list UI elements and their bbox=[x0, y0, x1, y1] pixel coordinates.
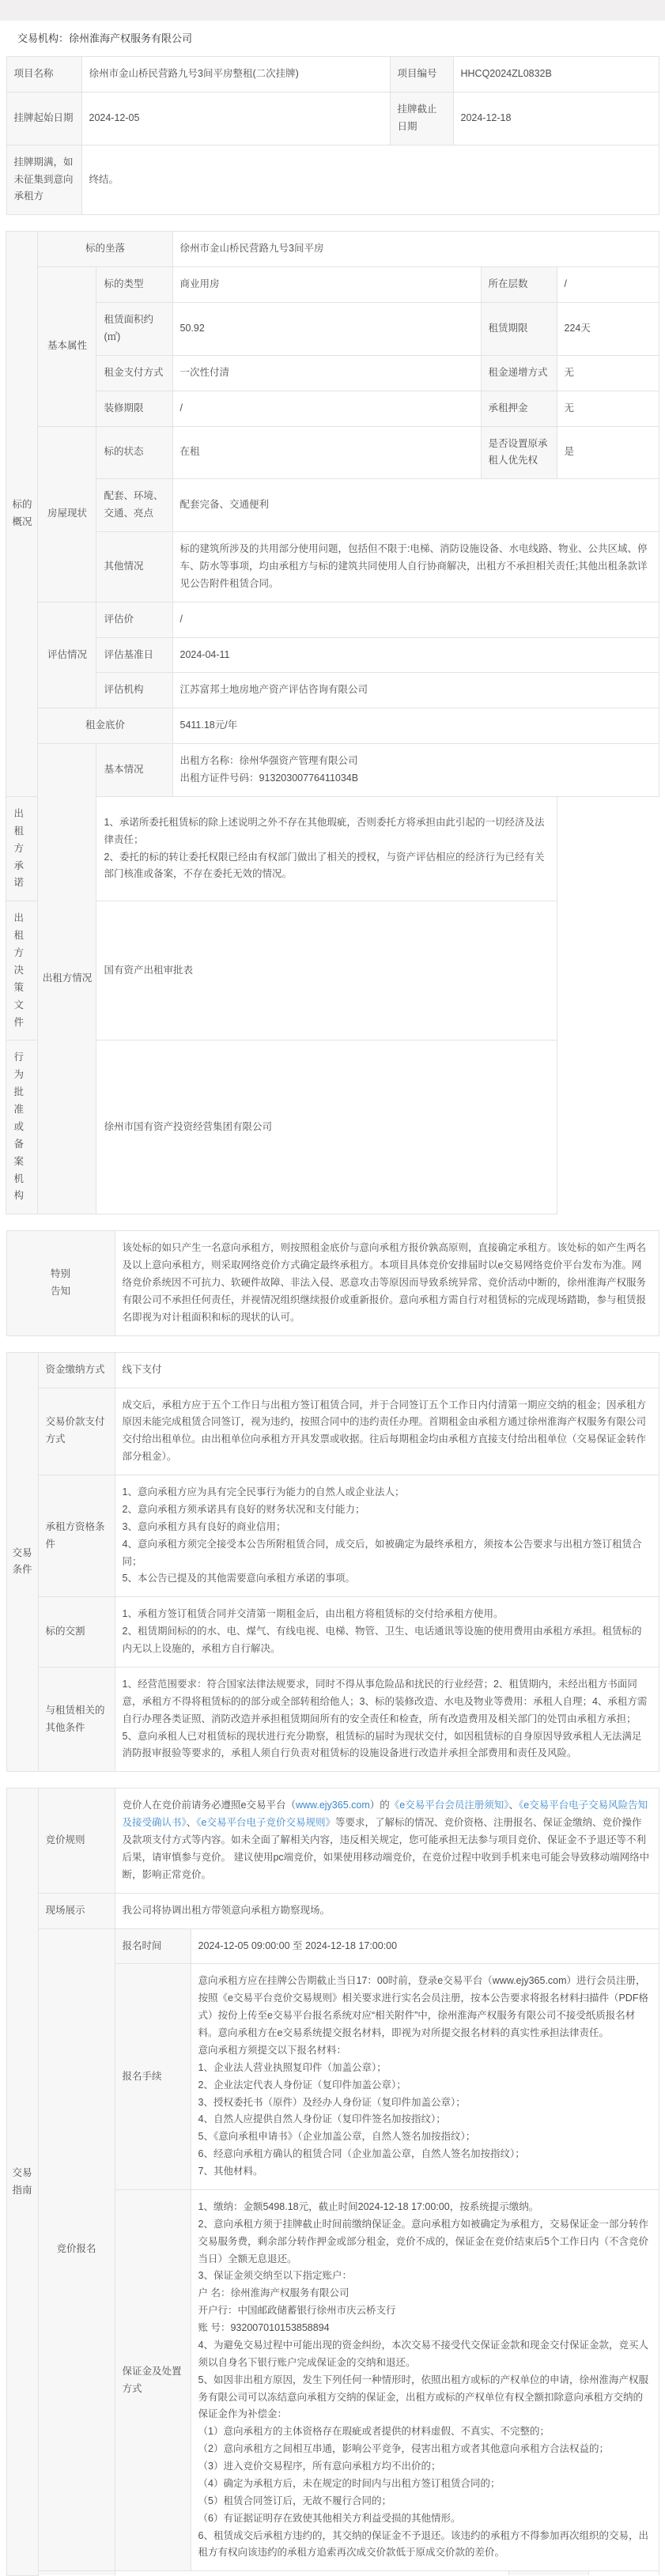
table-row bbox=[6, 1231, 659, 1335]
table-row bbox=[6, 532, 659, 602]
site-display-value: 我公司将协调出租方带领意向承租方勘察现场。 bbox=[115, 1893, 659, 1928]
table-row bbox=[6, 57, 659, 93]
deposit-account-no: 账 号：932007010153858894 bbox=[198, 2322, 330, 2333]
procedure-value bbox=[191, 1964, 659, 2190]
project-name-value: 徐州市金山桥民营路九号3间平房整租(二次挂牌) bbox=[81, 57, 390, 93]
lessor-promise-value bbox=[96, 796, 557, 901]
qualification-label: 承租方资格条件 bbox=[38, 1475, 115, 1597]
deposit-item: 3、保证金须交纳至以下指定账户： bbox=[198, 2270, 352, 2282]
project-name-label: 项目名称 bbox=[6, 57, 81, 93]
features-label: 配套、环境、交通、亮点 bbox=[96, 479, 172, 532]
cutoff-label-cell bbox=[38, 2571, 115, 2576]
lessor-decision-value: 国有资产出租审批表 bbox=[96, 901, 557, 1041]
risk-confirmation-link[interactable]: 《e交易平台电子交易风险告知及接受确认书》 bbox=[122, 1800, 648, 1829]
deposit-label: 保证金及处置方式 bbox=[115, 2189, 191, 2570]
floor-price-value: 5411.18元/年 bbox=[172, 708, 659, 744]
bidding-rules-text: 、 bbox=[508, 1800, 519, 1811]
procedure-item: 3、授权委托书（原件）及经办人身份证（复印件加盖公章）； bbox=[198, 2096, 466, 2108]
bidding-rules-text: 竞价人在竞价前请务必遵照e交易平台（ bbox=[122, 1800, 296, 1811]
signup-label: 竞价报名 bbox=[38, 1928, 115, 2571]
deposit-subitem: （3）进入竞价交易程序，所有意向承租方均不出价的； bbox=[198, 2461, 441, 2472]
section-label-guide: 交易指南 bbox=[6, 1788, 38, 2576]
location-value: 徐州市金山桥民营路九号3间平房 bbox=[172, 232, 659, 267]
location-label: 标的坐落 bbox=[38, 232, 172, 267]
qualification-item: 1、意向承租方应为具有完全民事行为能力的自然人或企业法人； bbox=[122, 1486, 405, 1498]
table-row bbox=[6, 92, 659, 145]
appraisal-org-value: 江苏富邦土地房地产资产评估咨询有限公司 bbox=[172, 673, 659, 708]
next-row-cutoff bbox=[6, 2571, 659, 2576]
table-row bbox=[6, 673, 659, 708]
bidding-rules-text: ）的 bbox=[369, 1800, 390, 1811]
project-info-table bbox=[6, 56, 659, 215]
cutoff-content-cell bbox=[115, 2571, 659, 2576]
listing-end-value: 2024-12-18 bbox=[453, 92, 659, 145]
procedure-item: 2、企业法定代表人身份证（复印件加盖公章）； bbox=[198, 2079, 406, 2091]
area-value: 50.92 bbox=[172, 303, 481, 356]
state-label: 标的状态 bbox=[96, 426, 172, 479]
deposit-item: 1、缴纳：金额5498.18元，截止时间2024-12-18 17:00:00，按系统提示缴纳。 bbox=[198, 2200, 539, 2212]
priority-label: 是否设置原承租人优先权 bbox=[481, 426, 557, 479]
lessor-section-label: 出租方情况 bbox=[38, 744, 96, 1214]
listing-start-value: 2024-12-05 bbox=[81, 92, 390, 145]
deposit-value bbox=[191, 2189, 659, 2570]
lessor-cert-no: 出租方证件号码：91320300776411034B bbox=[179, 772, 359, 784]
table-row bbox=[6, 426, 659, 479]
deposit-subitem: （1）意向承租方的主体资格存在瑕疵或者提供的材料虚假、不真实、不完整的； bbox=[198, 2426, 550, 2438]
special-notice-label: 特别告知 bbox=[6, 1231, 115, 1335]
agency-label: 交易机构：徐州淮海产权服务有限公司 bbox=[17, 32, 193, 44]
member-register-notice-link[interactable]: 《e交易平台会员注册须知》 bbox=[389, 1800, 509, 1811]
table-row bbox=[6, 1388, 659, 1475]
ejy365-link[interactable]: www.ejy365.com bbox=[295, 1800, 370, 1811]
decoration-value: / bbox=[172, 391, 481, 426]
delivery-item: 2、租赁期间标的的水、电、煤气、有线电视、电梯、物管、卫生、电话通讯等设施的使用费用由承租方承担。租赁标的内无以上设施的，承租方自行解决。 bbox=[122, 1626, 642, 1654]
bidding-rules-label: 竞价规则 bbox=[38, 1788, 115, 1893]
trade-guide-table bbox=[6, 1788, 659, 2576]
section-label-overview: 标的概况 bbox=[6, 232, 38, 797]
procedure-item: 7、其他材料。 bbox=[198, 2166, 263, 2177]
deposit-account-name: 户 名：徐州淮海产权服务有限公司 bbox=[198, 2287, 350, 2299]
floor-label: 所在层数 bbox=[481, 267, 557, 303]
procedure-item: 5、《意向承租申请书》（企业加盖公章，自然人签名加按指纹）； bbox=[198, 2131, 476, 2143]
trade-conditions-table bbox=[6, 1352, 659, 1773]
section-label-conditions: 交易条件 bbox=[6, 1352, 38, 1772]
payment-label: 交易价款支付方式 bbox=[38, 1388, 115, 1475]
floor-price-label: 租金底价 bbox=[38, 708, 172, 744]
table-row bbox=[6, 391, 659, 426]
table-row bbox=[6, 637, 659, 673]
pay-method-value: 线下支付 bbox=[115, 1352, 659, 1388]
procedure-item: 1、企业法人营业执照复印件（加盖公章）； bbox=[198, 2061, 387, 2073]
qualification-item: 3、意向承租方具有良好的商业信用； bbox=[122, 1520, 286, 1532]
deposit-item: 6、租赁成交后承租方违约的，其交纳的保证金不予退还。该违约的承租方不得参加再次组织的交易，出租方有权向该违约的承租方追索再次成交价款低于原成交价款的差价。 bbox=[198, 2529, 648, 2559]
deposit-req-label: 承租押金 bbox=[481, 391, 557, 426]
table-row bbox=[6, 232, 659, 267]
table-row bbox=[6, 796, 659, 901]
expire-value: 终结。 bbox=[81, 145, 659, 215]
deposit-subitem: （5）租赁合同签订后，无故不履行合同的； bbox=[198, 2495, 391, 2506]
subject-overview-table bbox=[6, 231, 659, 1214]
floor-value: / bbox=[557, 267, 659, 303]
table-row bbox=[6, 145, 659, 215]
bidding-trade-rules-link[interactable]: 《e交易平台电子竞价交易规则》 bbox=[196, 1817, 335, 1829]
page-top-strip bbox=[0, 0, 665, 21]
payment-value: 成交后，承租方应于五个工作日与出租方签订租赁合同，并于合同签订五个工作日内付清第一期应交纳的租金；因承租方原因未能完成租赁合同签订，视为违约，按照合同中的违约责任办理。首期租金由承租方通过徐州淮海产权服务有限公司交付给出租单位。由出租单位向承租方开具发票或收据。往后每期租金均由承租方直接支付给出租单位（交易保证金转作部分租金）。 bbox=[115, 1388, 659, 1475]
special-notice-table bbox=[6, 1230, 659, 1335]
features-value: 配套完备、交通便利 bbox=[172, 479, 659, 532]
project-code-value: HHCQ2024ZL0832B bbox=[453, 57, 659, 93]
table-row bbox=[6, 267, 659, 303]
expire-label: 挂牌期满，如未征集到意向承租方 bbox=[6, 145, 81, 215]
qualification-item: 5、本公告已提及的其他需要意向承租方承诺的事项。 bbox=[122, 1573, 355, 1585]
basic-attrs-label: 基本属性 bbox=[38, 267, 96, 426]
rent-increase-value: 无 bbox=[557, 355, 659, 391]
table-row bbox=[6, 1597, 659, 1668]
table-row bbox=[6, 1352, 659, 1388]
bidding-rules-text: 、 bbox=[186, 1817, 197, 1829]
other-status-label: 其他情况 bbox=[96, 532, 172, 602]
deposit-subitem: （2）意向承租方之间相互串通，影响公平竞争，侵害出租方或者其他意向承租方合法权益的； bbox=[198, 2443, 609, 2455]
delivery-label: 标的交割 bbox=[38, 1597, 115, 1668]
deposit-item: 5、如因非出租方原因，发生下列任何一种情形时，依照出租方或标的产权单位的申请，徐州淮海产权服务有限公司可以冻结意向承租方交纳的保证金，出租方或标的产权单位有权全额扣除意向承租方交纳的保证金作为补偿金： bbox=[198, 2374, 648, 2420]
lessor-decision-label: 出租方决策文件 bbox=[6, 901, 38, 1041]
procedure-item: 4、自然人应提供自然人身份证（复印件签名加按指纹）； bbox=[198, 2113, 446, 2125]
bidding-rules-text: 等要求，了解标的情况、竞价资格、注册报名、保证金缴纳、竞价操作及款项支付方式等内容。如未全面了解相关内容，违反相关规定，您可能承担无法参与项目竞价、保证金不予退还等不利后果，请审慎参与竞价。 建议使用pc端竞价，如果使用移动端竞价，在竞价过程中收到手机来电可能会导致移动端网络中断，影响正常竞价。 bbox=[122, 1817, 650, 1880]
lessor-name: 出租方名称：徐州华强资产管理有限公司 bbox=[179, 755, 358, 767]
term-label: 租赁期限 bbox=[481, 303, 557, 356]
pay-method-label: 资金缴纳方式 bbox=[38, 1352, 115, 1388]
site-display-label: 现场展示 bbox=[38, 1893, 115, 1928]
table-row bbox=[6, 479, 659, 532]
subject-type-label: 标的类型 bbox=[96, 267, 172, 303]
appraisal-date-value: 2024-04-11 bbox=[172, 637, 659, 673]
other-conditions-label: 与租赁相关的其他条件 bbox=[38, 1667, 115, 1771]
delivery-value bbox=[115, 1597, 659, 1668]
table-row bbox=[6, 1041, 659, 1214]
lessor-basic-value bbox=[172, 744, 659, 797]
lessor-approval-value: 徐州市国有资产投资经营集团有限公司 bbox=[96, 1041, 557, 1214]
table-row bbox=[6, 303, 659, 356]
appraisal-label: 评估情况 bbox=[38, 602, 96, 708]
term-value: 224天 bbox=[557, 303, 659, 356]
table-row bbox=[6, 1667, 659, 1771]
table-row bbox=[6, 708, 659, 744]
rent-increase-label: 租金递增方式 bbox=[481, 355, 557, 391]
table-row bbox=[6, 1788, 659, 1893]
table-row bbox=[6, 1475, 659, 1597]
state-value: 在租 bbox=[172, 426, 481, 479]
table-row bbox=[6, 901, 659, 1041]
appraisal-price-label: 评估价 bbox=[96, 602, 172, 637]
deposit-bank: 开户行：中国邮政储蓄银行徐州市庆云桥支行 bbox=[198, 2305, 396, 2317]
table-row bbox=[6, 744, 659, 797]
qualification-value bbox=[115, 1475, 659, 1597]
subject-type-value: 商业用房 bbox=[172, 267, 481, 303]
procedure-label: 报名手续 bbox=[115, 1964, 191, 2190]
promise-item: 1、承诺所委托租赁标的除上述说明之外不存在其他瑕疵，否则委托方将承担由此引起的一切经济及法律责任； bbox=[104, 816, 545, 845]
lessor-approval-label: 行为批准或备案机构 bbox=[6, 1041, 38, 1214]
appraisal-price-value: / bbox=[172, 602, 659, 637]
rent-pay-label: 租金支付方式 bbox=[96, 355, 172, 391]
procedure-list-title: 意向承租方须提交以下报名材料： bbox=[198, 2044, 347, 2056]
area-label: 租赁面积约(㎡) bbox=[96, 303, 172, 356]
deposit-subitem: （6）有证据证明存在致使其他相关方利益受损的其他情形。 bbox=[198, 2512, 461, 2524]
qualification-item: 4、意向承租方须完全接受本公告所附租赁合同，成交后，如被确定为最终承租方，须按本公告要求与出租方签订租赁合同； bbox=[122, 1538, 642, 1567]
qualification-item: 2、意向承租方须承诺具有良好的财务状况和支付能力； bbox=[122, 1503, 365, 1515]
other-conditions-value: 1、经营范围要求：符合国家法律法规要求，同时不得从事危险品和扰民的行业经营；2、租赁期内，未经出租方书面同意，承租方不得将租赁标的的部分或全部转租给他人；3、标的装修改造、水电及物业等费用：承租人自理；4、承租方需自行办理各类证照、消防改造并承担租赁期间所有的安全责任和检查，所有改造费用及相关部门的处罚由承租方承担；5、意向承租人已对租赁标的现状进行充分勘察，租赁标的届时为现状交付，如因租赁标的自身原因导致承租人无法满足消防报审报验等要求的，承租人须自行负责对租赁标的设施设备进行改造并承担全部费用和责任及风险。 bbox=[115, 1667, 659, 1771]
promise-item: 2、委托的标的转让委托权限已经由有权部门做出了相关的授权，与资产评估相应的经济行为已经有关部门核准或备案，不存在委托无效的情况。 bbox=[104, 851, 545, 880]
rent-pay-value: 一次性付清 bbox=[172, 355, 481, 391]
table-row bbox=[6, 355, 659, 391]
lessor-promise-label: 出租方承诺 bbox=[6, 796, 38, 901]
appraisal-date-label: 评估基准日 bbox=[96, 637, 172, 673]
listing-start-label: 挂牌起始日期 bbox=[6, 92, 81, 145]
project-code-label: 项目编号 bbox=[390, 57, 453, 93]
house-status-label: 房屋现状 bbox=[38, 426, 96, 602]
lessor-basic-label: 基本情况 bbox=[96, 744, 172, 797]
table-row bbox=[6, 602, 659, 637]
deposit-item: 2、意向承租方须于挂牌截止时间前缴纳保证金。意向承租方如被确定为承租方，交易保证金一部分转作交易服务费，剩余部分转作押金或部分租金，竞价不成的，保证金在竞价结束后5个工作日内（不含竞价当日）全额无息退还。 bbox=[198, 2218, 648, 2264]
table-row bbox=[6, 1928, 659, 1964]
appraisal-org-label: 评估机构 bbox=[96, 673, 172, 708]
delivery-item: 1、承租方签订租赁合同并交清第一期租金后，由出租方将租赁标的交付给承租方使用。 bbox=[122, 1608, 504, 1620]
special-notice-content: 该处标的如只产生一名意向承租方，则按照租金底价与意向承租方报价孰高原则，直接确定承租方。该处标的如产生两名及以上意向承租方，则采取网络竞价方式确定最终承租方。本项目具体竞价安排届时以e交易网络竞价平台发布为准。网络竞价系统因不可抗力、软硬件故障、非法入侵、恶意攻击等原因而导致系统异常、竞价活动中断的，徐州淮海产权服务有限公司不承担任何责任，并视情况组织继续报价或重新报价。意向承租方需自行对租赁标的完成现场踏勘，参与租赁报名即视为对计租面积和标的现状的认可。 bbox=[115, 1231, 659, 1335]
deposit-req-value: 无 bbox=[557, 391, 659, 426]
cutoff-label2-cell bbox=[508, 2571, 589, 2575]
listing-end-label: 挂牌截止日期 bbox=[390, 92, 453, 145]
decoration-label: 装修期限 bbox=[96, 391, 172, 426]
table-row bbox=[6, 1893, 659, 1928]
procedure-item: 6、经意向承租方确认的租赁合同（企业加盖公章，自然人签名加按指纹）； bbox=[198, 2148, 525, 2160]
signup-time-label: 报名时间 bbox=[115, 1928, 191, 1964]
bidding-rules-content bbox=[115, 1788, 659, 1893]
deposit-subitem: （4）确定为承租方后，未在规定的时间内与出租方签订租赁合同的； bbox=[198, 2477, 501, 2489]
deposit-item: 4、为避免交易过程中可能出现的资金纠纷，本次交易不接受代交保证金款和现金交付保证金款，竞买人须以自身名下银行账户完成保证金的交纳和退还。 bbox=[198, 2339, 648, 2368]
other-status-value: 标的建筑所涉及的共用部分使用问题，包括但不限于:电梯、消防设施设备、水电线路、物业、公共区域、停车、防水等事项，均由承租方与标的建筑共同使用人自行协商解决，出租方不承担相关责任;其他出租条款详见公告附件租赁合同。 bbox=[172, 532, 659, 602]
signup-time-value: 2024-12-05 09:00:00 至 2024-12-18 17:00:00 bbox=[191, 1928, 659, 1964]
priority-value: 是 bbox=[557, 426, 659, 479]
procedure-intro: 意向承租方应在挂牌公告期截止当日17：00时前，登录e交易平台（www.ejy365.com）进行会员注册，按照《e交易平台竞价交易规则》相关要求进行实名会员注册，按本公告要求将报名材料扫描件（PDF格式）按份上传至e交易平台报名系统对应“相关附件”中，徐州淮海产权服务有限公司不接受纸质报名材料。意向承租方在e交易系统提交报名材料，即视为对所提交报名材料的真实性承担法律责任。 bbox=[198, 1975, 648, 2038]
